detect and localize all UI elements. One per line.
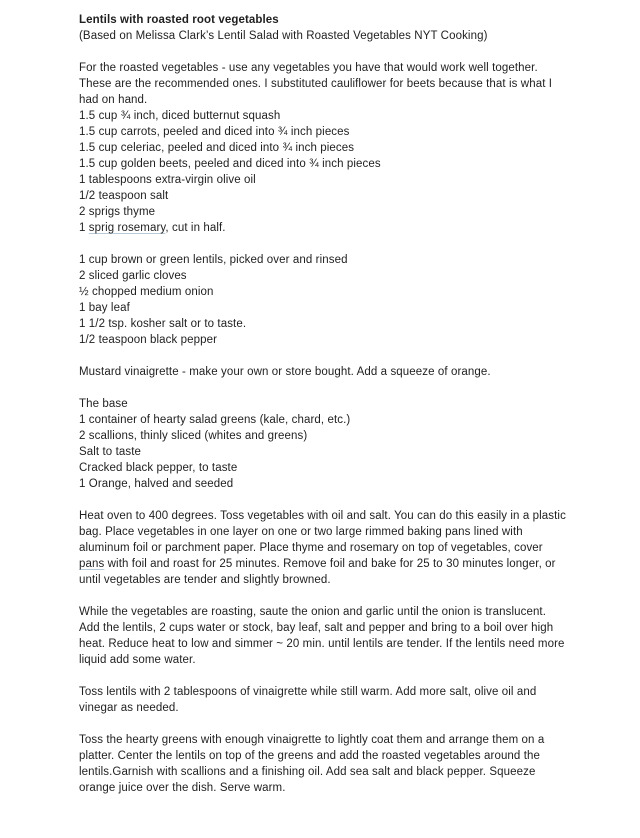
spellcheck-underlined-text: pans (79, 558, 105, 570)
document-text-body (79, 12, 580, 796)
text-line (79, 700, 580, 716)
text-segment: orange juice over the dish. Serve warm. (79, 782, 286, 794)
text-line (79, 748, 580, 764)
text-segment: Mustard vinaigrette - make your own or store bought. Add a squeeze of orange. (79, 366, 491, 378)
text-segment: ½ chopped medium onion (79, 286, 214, 298)
text-segment: 1/2 teaspoon salt (79, 190, 169, 202)
blank-line (79, 588, 580, 604)
blank-line (79, 236, 580, 252)
text-segment: 1.5 cup celeriac, peeled and diced into ¾ inch pieces (79, 142, 355, 154)
text-line (79, 92, 580, 108)
text-line (79, 572, 580, 588)
blank-line (79, 492, 580, 508)
text-line (79, 476, 580, 492)
text-segment: The base (79, 398, 128, 410)
text-segment: aluminum foil or parchment paper. Place thyme and rosemary on top of vegetables, cover (79, 542, 543, 554)
text-segment: (Based on Melissa Clark’s Lentil Salad with Roasted Vegetables NYT Cooking) (79, 30, 488, 42)
text-segment: 1 tablespoons extra-virgin olive oil (79, 174, 256, 186)
text-line (79, 732, 580, 748)
text-segment: 1.5 cup golden beets, peeled and diced into ¾ inch pieces (79, 158, 381, 170)
text-segment: bag. Place vegetables in one layer on one or two large rimmed baking pans lined with (79, 526, 523, 538)
text-line (79, 780, 580, 796)
text-line (79, 204, 580, 220)
text-segment: Lentils with roasted root vegetables (79, 14, 279, 26)
text-line (79, 428, 580, 444)
text-segment: until vegetables are tender and slightly browned. (79, 574, 331, 586)
text-segment: 1 Orange, halved and seeded (79, 478, 234, 490)
blank-line (79, 716, 580, 732)
blank-line (79, 348, 580, 364)
blank-line (79, 380, 580, 396)
text-segment: 1/2 teaspoon black pepper (79, 334, 218, 346)
text-line (79, 764, 580, 780)
text-segment: with foil and roast for 25 minutes. Remove foil and bake for 25 to 30 minutes longer, or (104, 558, 556, 570)
text-segment: 2 sliced garlic cloves (79, 270, 187, 282)
spellcheck-underlined-text: sprig rosemary (88, 222, 166, 234)
text-segment: 2 sprigs thyme (79, 206, 156, 218)
text-segment: 1 1/2 tsp. kosher salt or to taste. (79, 318, 247, 330)
text-line (79, 268, 580, 284)
text-line (79, 76, 580, 92)
text-line (79, 332, 580, 348)
text-segment: Cracked black pepper, to taste (79, 462, 238, 474)
text-segment: vinegar as needed. (79, 702, 179, 714)
text-segment: These are the recommended ones. I substituted cauliflower for beets because that is what I (79, 78, 553, 90)
text-segment: Salt to taste (79, 446, 142, 458)
text-line (79, 140, 580, 156)
text-segment: had on hand. (79, 94, 148, 106)
text-line (79, 124, 580, 140)
text-line (79, 252, 580, 268)
text-line (79, 604, 580, 620)
text-segment: 1 (79, 222, 89, 234)
text-segment: lentils.Garnish with scallions and a finishing oil. Add sea salt and black pepper. Squeeze (79, 766, 536, 778)
text-line (79, 444, 580, 460)
text-segment: liquid add some water. (79, 654, 196, 666)
text-segment: 1 container of hearty salad greens (kale, chard, etc.) (79, 414, 351, 426)
text-line (79, 188, 580, 204)
text-line (79, 172, 580, 188)
text-segment: Toss lentils with 2 tablespoons of vinaigrette while still warm. Add more salt, olive oil and (79, 686, 537, 698)
text-segment: Add the lentils, 2 cups water or stock, bay leaf, salt and pepper and bring to a boil over high (79, 622, 554, 634)
text-segment: Heat oven to 400 degrees. Toss vegetables with oil and salt. You can do this easily in a plastic (79, 510, 566, 522)
text-line (79, 396, 580, 412)
text-line (79, 300, 580, 316)
text-line (79, 12, 580, 28)
blank-line (79, 44, 580, 60)
text-line (79, 556, 580, 572)
text-line (79, 28, 580, 44)
text-segment: 2 scallions, thinly sliced (whites and greens) (79, 430, 308, 442)
text-segment: 1.5 cup carrots, peeled and diced into ¾ inch pieces (79, 126, 350, 138)
text-line (79, 316, 580, 332)
text-line (79, 524, 580, 540)
text-line (79, 620, 580, 636)
text-line (79, 108, 580, 124)
text-segment: 1.5 cup ¾ inch, diced butternut squash (79, 110, 281, 122)
text-line (79, 220, 580, 236)
text-line (79, 652, 580, 668)
text-line (79, 364, 580, 380)
text-segment: 1 bay leaf (79, 302, 130, 314)
text-segment: Toss the hearty greens with enough vinaigrette to lightly coat them and arrange them on a (79, 734, 545, 746)
text-line (79, 508, 580, 524)
text-line (79, 636, 580, 652)
text-line (79, 412, 580, 428)
text-line (79, 156, 580, 172)
text-line (79, 684, 580, 700)
text-line (79, 284, 580, 300)
text-segment: platter. Center the lentils on top of the greens and add the roasted vegetables around the (79, 750, 541, 762)
blank-line (79, 668, 580, 684)
text-line (79, 60, 580, 76)
text-line (79, 540, 580, 556)
text-segment: For the roasted vegetables - use any vegetables you have that would work well together. (79, 62, 538, 74)
text-segment: , cut in half. (165, 222, 226, 234)
text-line (79, 460, 580, 476)
text-segment: heat. Reduce heat to low and simmer ~ 20 min. until lentils are tender. If the lentils need more (79, 638, 565, 650)
text-segment: 1 cup brown or green lentils, picked over and rinsed (79, 254, 348, 266)
text-segment: While the vegetables are roasting, saute the onion and garlic until the onion is translucent. (79, 606, 547, 618)
